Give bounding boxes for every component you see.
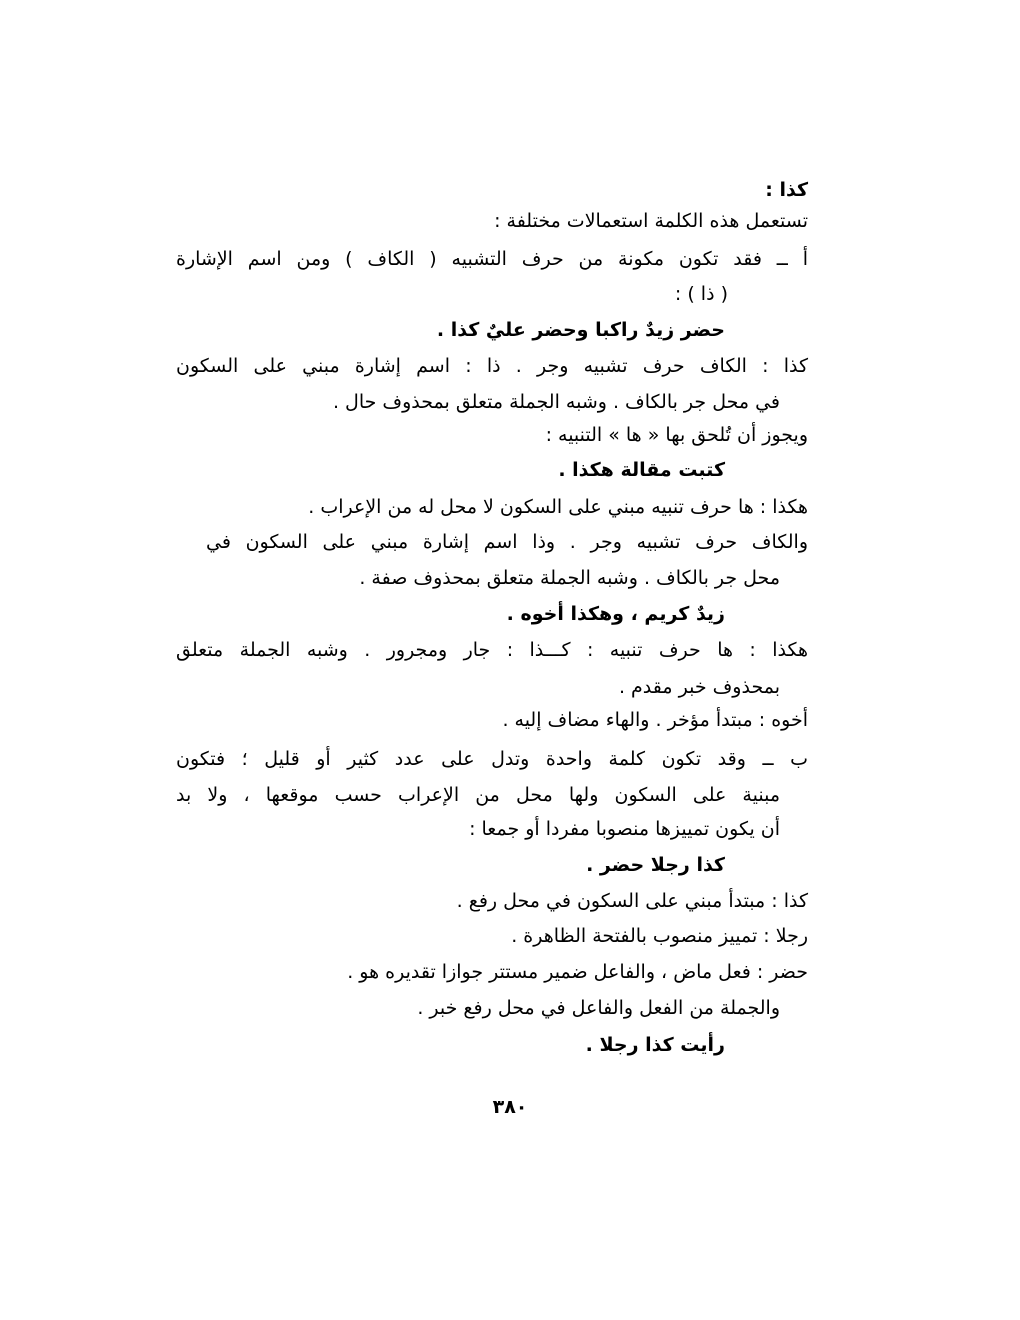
point-b-line-2: مبنية على السكون ولها محل من الإعراب حسب موقعها ، ولا بد	[176, 784, 780, 806]
analysis-3-line-2: بمحذوف خبر مقدم .	[618, 676, 780, 698]
example-1: حضر زيدٌ راكبا وحضر عليٌ كذا .	[436, 319, 725, 341]
analysis-4-line-4: والجملة من الفعل والفاعل في محل رفع خبر .	[417, 997, 780, 1019]
analysis-2-line-3: محل جر بالكاف . وشبه الجملة متعلق بمحذوف صفة .	[359, 567, 780, 589]
analysis-4-line-1: كذا : مبتدأ مبني على السكون في محل رفع .	[456, 890, 808, 912]
analysis-1-line-2: في محل جر بالكاف . وشبه الجملة متعلق بمحذوف حال .	[332, 391, 780, 413]
section-heading: كذا :	[765, 179, 808, 201]
analysis-3-line-3: أخوه : مبتدأ مؤخر . والهاء مضاف إليه .	[502, 709, 808, 731]
point-b-line-1: ب ــ وقد تكون كلمة واحدة وتدل على عدد كثير أو قليل ؛ فتكون	[176, 748, 808, 770]
analysis-4-line-2: رجلا : تمييز منصوب بالفتحة الظاهرة .	[511, 925, 808, 947]
example-3: زيدٌ كريم ، وهكذا أخوه .	[506, 603, 725, 625]
analysis-1-line-1: كذا : الكاف حرف تشبيه وجر . ذا : اسم إشارة مبني على السكون	[176, 355, 808, 377]
analysis-3-line-1: هكذا : ها حرف تنبيه : كـــذا : جار ومجرور . وشبه الجملة متعلق	[176, 639, 808, 661]
intro-line: تستعمل هذه الكلمة استعمالات مختلفة :	[494, 210, 808, 232]
analysis-2-line-1: هكذا : ها حرف تنبيه مبني على السكون لا محل له من الإعراب .	[308, 496, 808, 518]
point-a-line-2: ( ذا ) :	[674, 283, 728, 305]
example-2: كتبت مقالة هكذا .	[558, 459, 725, 481]
note-ha-tanbih: ويجوز أن تُلحق بها « ها » التنبيه :	[545, 424, 808, 446]
example-5: رأيت كذا رجلا .	[585, 1034, 725, 1056]
page-number: ٣٨٠	[492, 1096, 528, 1118]
analysis-2-line-2: والكاف حرف تشبيه وجر . وذا اسم إشارة مبني على السكون في	[206, 531, 808, 553]
example-4: كذا رجلا حضر .	[586, 854, 725, 876]
point-a-line-1: أ ــ فقد تكون مكونة من حرف التشبيه ( الكاف ) ومن اسم الإشارة	[176, 248, 808, 270]
analysis-4-line-3: حضر : فعل ماض ، والفاعل ضمير مستتر جوازا تقديره هو .	[347, 961, 808, 983]
point-b-line-3: أن يكون تمييزها منصوبا مفردا أو جمعا :	[469, 818, 780, 840]
